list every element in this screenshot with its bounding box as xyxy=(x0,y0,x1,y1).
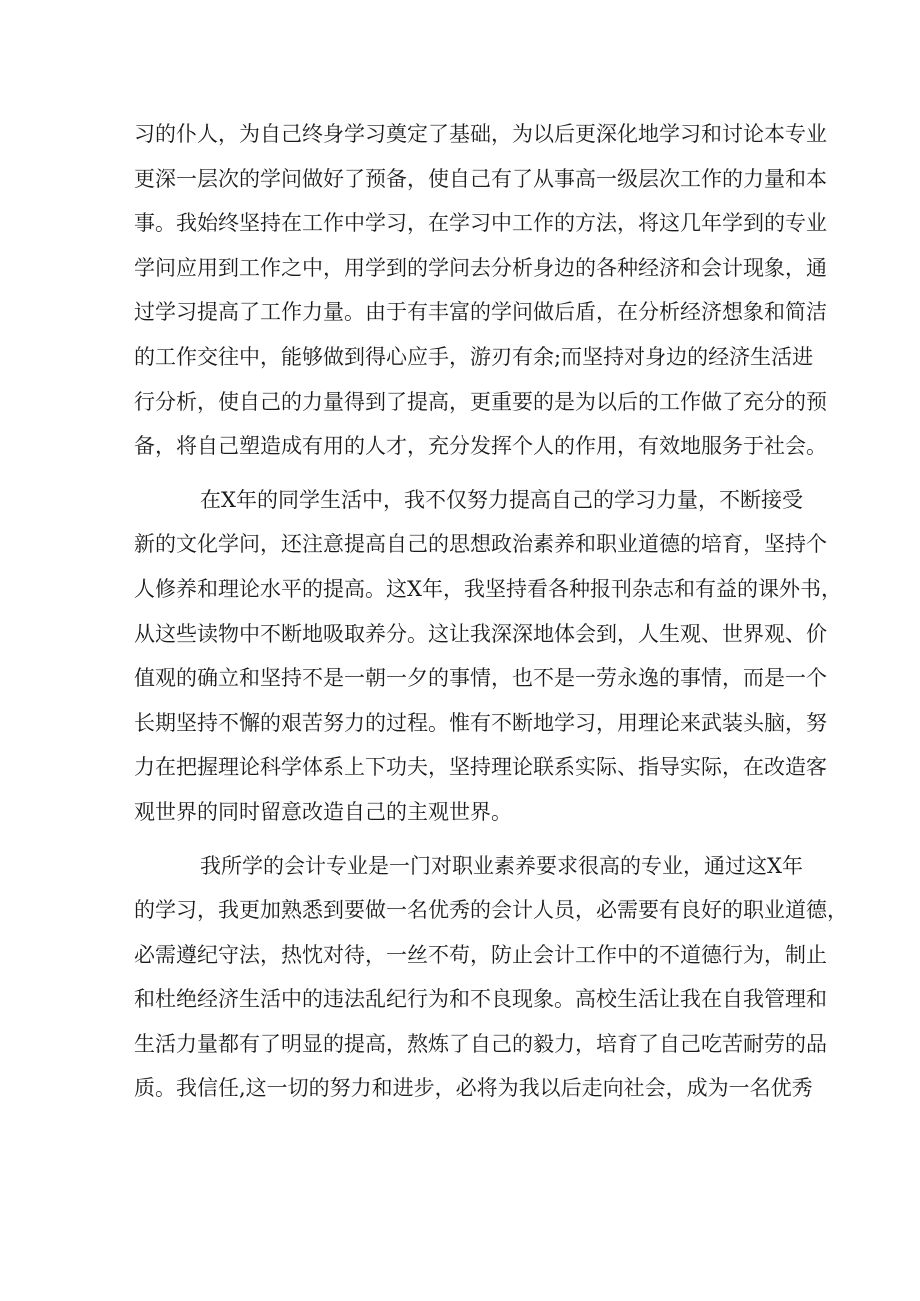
text-line: 值观的确立和坚持不是一朝一夕的事情，也不是一劳永逸的事情，而是一个 xyxy=(134,666,827,691)
text-line: 事。我始终坚持在工作中学习，在学习中工作的方法，将这几年学到的专业 xyxy=(134,211,827,236)
paragraph xyxy=(134,478,842,835)
text-line: 习的仆人，为自己终身学习奠定了基础，为以后更深化地学习和讨论本专业 xyxy=(134,122,827,146)
text-line: 力在把握理论科学体系上下功夫，坚持理论联系实际、指导实际，在改造客 xyxy=(134,755,827,780)
text-line: 备，将自己塑造成有用的人才，充分发挥个人的作用，有效地服务于社会。 xyxy=(134,434,827,459)
text-line: 的学习，我更加熟悉到要做一名优秀的会计人员，必需要有良好的职业道德， xyxy=(134,898,848,923)
paragraph-spacer xyxy=(134,469,794,478)
paragraph xyxy=(134,844,848,1112)
text-line: 我所学的会计专业是一门对职业素养要求很高的专业，通过这X年 xyxy=(200,853,803,878)
text-line: 更深一层次的学问做好了预备，使自己有了从事高一级层次工作的力量和本 xyxy=(134,166,827,191)
text-line: 的工作交往中，能够做到得心应手，游刃有余;而坚持对身边的经济生活进 xyxy=(134,344,814,369)
text-line: 观世界的同时留意改造自己的主观世界。 xyxy=(134,799,512,824)
text-line: 过学习提高了工作力量。由于有丰富的学问做后盾，在分析经济想象和简洁 xyxy=(134,300,827,325)
paragraph xyxy=(134,112,827,469)
document-body xyxy=(134,112,848,1111)
text-line: 和杜绝经济生活中的违法乱纪行为和不良现象。高校生活让我在自我管理和 xyxy=(134,987,827,1012)
text-line: 长期坚持不懈的艰苦努力的过程。惟有不断地学习，用理论来武装头脑，努 xyxy=(134,710,827,735)
text-line: 行分析，使自己的力量得到了提高，更重要的是为以后的工作做了充分的预 xyxy=(134,389,827,414)
text-line: 必需遵纪守法，热忱对待，一丝不苟，防止会计工作中的不道德行为，制止 xyxy=(134,942,827,967)
text-line: 新的文化学问，还注意提高自己的思想政治素养和职业道德的培育，坚持个 xyxy=(134,532,827,557)
paragraph-spacer xyxy=(134,835,794,844)
text-line: 人修养和理论水平的提高。这X年，我坚持看各种报刊杂志和有益的课外书， xyxy=(134,576,842,601)
text-line: 生活力量都有了明显的提高，熬炼了自己的毅力，培育了自己吃苦耐劳的品 xyxy=(134,1031,827,1056)
text-line: 学问应用到工作之中，用学到的学问去分析身边的各种经济和会计现象，通 xyxy=(134,255,827,280)
text-line: 质。我信任,这一切的努力和进步，必将为我以后走向社会，成为一名优秀 xyxy=(134,1076,813,1101)
text-line: 从这些读物中不断地吸取养分。这让我深深地体会到，人生观、世界观、价 xyxy=(134,621,827,646)
text-line: 在X年的同学生活中，我不仅努力提高自己的学习力量，不断接受 xyxy=(200,487,803,512)
